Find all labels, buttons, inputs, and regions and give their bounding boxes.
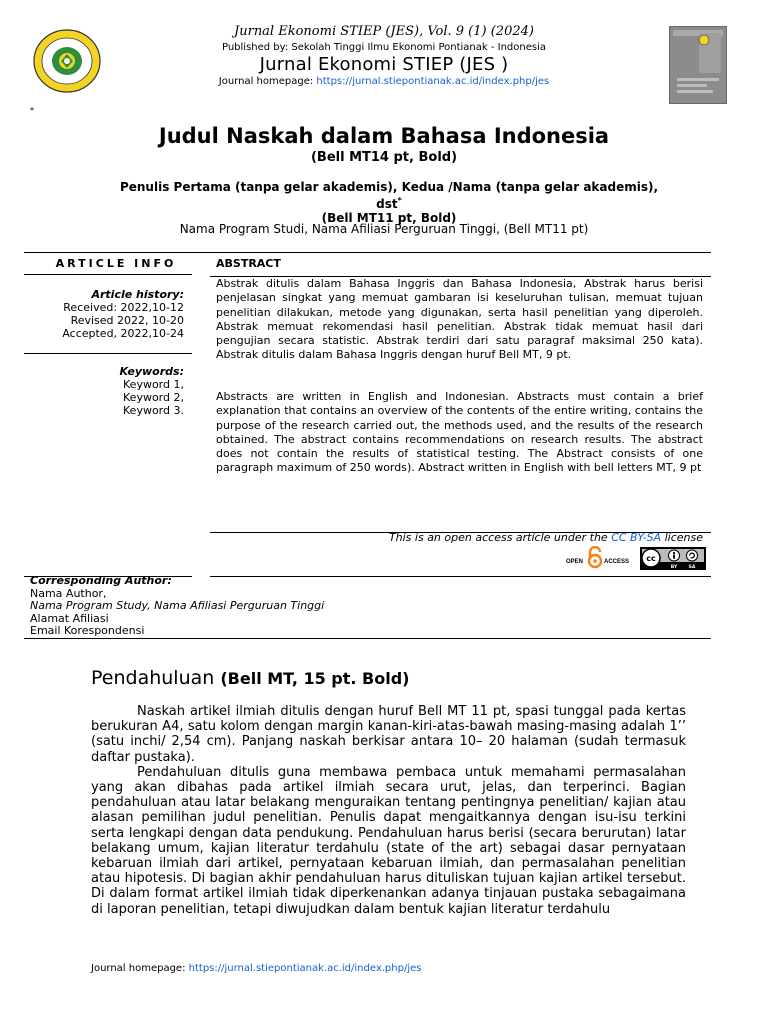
keywords-block bbox=[30, 365, 184, 417]
keyword-item: Keyword 1, bbox=[123, 378, 184, 391]
corresponding-address: Alamat Afiliasi bbox=[30, 611, 109, 625]
authors-line-1: Penulis Pertama (tanpa gelar akademis), Kedua /Nama (tanpa gelar akademis), bbox=[119, 180, 659, 194]
author-block bbox=[90, 180, 688, 225]
article-history bbox=[30, 288, 184, 340]
article-title-note: (Bell MT14 pt, Bold) bbox=[310, 150, 458, 165]
affiliation: Nama Program Studi, Nama Afiliasi Perguruan Tinggi, (Bell MT11 pt) bbox=[179, 222, 589, 236]
history-accepted: Accepted, 2022,10-24 bbox=[62, 327, 184, 340]
svg-text:cc: cc bbox=[646, 554, 656, 563]
article-info-heading: ARTICLE INFO bbox=[55, 257, 177, 270]
corresponding-name: Nama Author, bbox=[30, 586, 107, 600]
authors-line-2 bbox=[90, 194, 688, 211]
journal-title: Jurnal Ekonomi STIEP (JES ) bbox=[259, 54, 509, 75]
authors-superscript: * bbox=[397, 196, 402, 205]
abstract-heading: ABSTRACT bbox=[216, 257, 281, 270]
journal-homepage bbox=[150, 76, 618, 87]
publisher-line: Published by: Sekolah Tinggi Ilmu Ekonomi Pontianak - Indonesia bbox=[221, 42, 546, 53]
body-paragraph-2: Pendahuluan ditulis guna membawa pembaca untuk memahami permasalahan yang akan dibahas pada artikel ilmiah secara urut, jelas, dan terperinci. Bagian pendahuluan atau latar belakang menguraikan tentang pentingnya penelitian/ kajian atau alasan pemilihan judul penelitian. Penulis dapat mengaitkannya dengan isu-isu terkini serta lengkapi dengan data pendukung. Pendahuluan harus berisi (secara berurutan) latar belakang umum, kajian literatur terdahulu (state of the art) sebagai dasar pernyataan kebaruan ilmiah dari artikel, pernyataan kebaruan ilmiah, dan permasalahan penelitian atau hipotesis. Di bagian akhir pendahuluan harus dituliskan tujuan kajian artikel tersebut. Di dalam format artikel ilmiah tidak diperkenankan adanya tinjauan pustaka sebagaimana di laporan penelitian, tetapi diwujudkan dalam bentuk kajian literatur terdahulu bbox=[91, 764, 686, 917]
oa-open-text: OPEN bbox=[566, 559, 584, 565]
section-note: (Bell MT, 15 pt. Bold) bbox=[220, 669, 410, 688]
institution-logo bbox=[32, 28, 102, 94]
cc-by-sa-badge[interactable] bbox=[640, 547, 706, 570]
cc-sa-text: SA bbox=[688, 565, 696, 570]
body-paragraph-1: Naskah artikel ilmiah ditulis dengan huruf Bell MT 11 pt, spasi tunggal pada kertas berukuran A4, satu kolom dengan margin kanan-kiri-atas-bawah masing-masing adalah 1’’ (satu inchi/ 2,54 cm). Panjang naskah berkisar antara 10– 20 halaman (sudah termasuk daftar pustaka). bbox=[91, 704, 686, 765]
homepage-label: Journal homepage: bbox=[218, 76, 317, 87]
homepage-link[interactable]: https://jurnal.stiepontianak.ac.id/index.php/jes bbox=[316, 76, 550, 87]
corresponding-email: Email Korespondensi bbox=[30, 624, 145, 638]
corresponding-program: Nama Program Study, Nama Afiliasi Perguruan Tinggi bbox=[30, 599, 325, 613]
journal-volume-line: Jurnal Ekonomi STIEP (JES), Vol. 9 (1) (2024) bbox=[234, 24, 534, 39]
small-mark: * bbox=[30, 106, 34, 115]
corresponding-heading: Corresponding Author: bbox=[30, 574, 172, 587]
article-title: Judul Naskah dalam Bahasa Indonesia bbox=[158, 124, 610, 148]
license-suffix: license bbox=[661, 531, 703, 544]
divider-top bbox=[24, 252, 711, 253]
abstract-paragraph-id: Abstrak ditulis dalam Bahasa Inggris dan Bahasa Indonesia, Abstrak harus berisi penjelasan singkat yang memuat gambaran isi keseluruhan tulisan, memuat tujuan penelitian dilakukan, metode yang digunakan, serta hasil penelitian yang diperoleh. Abstrak memuat rekomendasi hasil penelitian. Abstrak tidak memuat hasil dari pengujian secara statistic. Abstrak terdiri dari satu paragraf maksimal 250 kata). Abstrak ditulis dalam Bahasa Inggris dengan huruf Bell MT, 9 pt. bbox=[216, 277, 703, 362]
oa-access-text: ACCESS bbox=[604, 559, 630, 565]
divider-info-head bbox=[24, 274, 192, 275]
abstract-indonesian bbox=[216, 277, 703, 363]
license-prefix: This is an open access article under the bbox=[388, 531, 612, 544]
history-received: Received: 2022,10-12 bbox=[63, 301, 184, 314]
keywords-heading: Keywords: bbox=[119, 365, 184, 378]
cc-by-sa-link[interactable]: CC BY-SA bbox=[611, 531, 662, 544]
footer-label: Journal homepage: bbox=[91, 963, 189, 974]
abstract-paragraph-en: Abstracts are written in English and Indonesian. Abstracts must contain a brief explanation that contains an overview of the contents of the entire writing, contains the purpose of the research carried out, the methods used, and the results of the research obtained. The abstract contains recommendations on research results. The abstract does not contain the results of statistical testing. The Abstract consists of one paragraph maximum of 250 words). Abstract written in English with bell letters MT, 9 pt bbox=[216, 390, 703, 475]
section-heading bbox=[91, 667, 409, 689]
keyword-item: Keyword 2, bbox=[123, 391, 184, 404]
divider-history bbox=[24, 353, 192, 354]
section-body bbox=[91, 704, 686, 917]
cc-by-text: BY bbox=[670, 565, 678, 570]
authors-dst: dst bbox=[376, 197, 398, 211]
abstract-english bbox=[216, 390, 703, 476]
authors-note: (Bell MT11 pt, Bold) bbox=[321, 211, 457, 225]
history-revised: Revised 2022, 10-20 bbox=[70, 314, 184, 327]
footer-homepage-link[interactable]: https://jurnal.stiepontianak.ac.id/index.php/jes bbox=[188, 963, 422, 974]
journal-cover-thumbnail bbox=[669, 26, 727, 104]
keyword-item: Keyword 3. bbox=[123, 404, 184, 417]
history-heading: Article history: bbox=[91, 288, 184, 301]
open-access-logo bbox=[566, 546, 634, 570]
license-statement bbox=[216, 531, 703, 544]
footer-homepage bbox=[91, 963, 421, 974]
corresponding-author bbox=[30, 575, 324, 638]
divider-bottom bbox=[24, 638, 711, 639]
section-title: Pendahuluan bbox=[91, 667, 215, 689]
